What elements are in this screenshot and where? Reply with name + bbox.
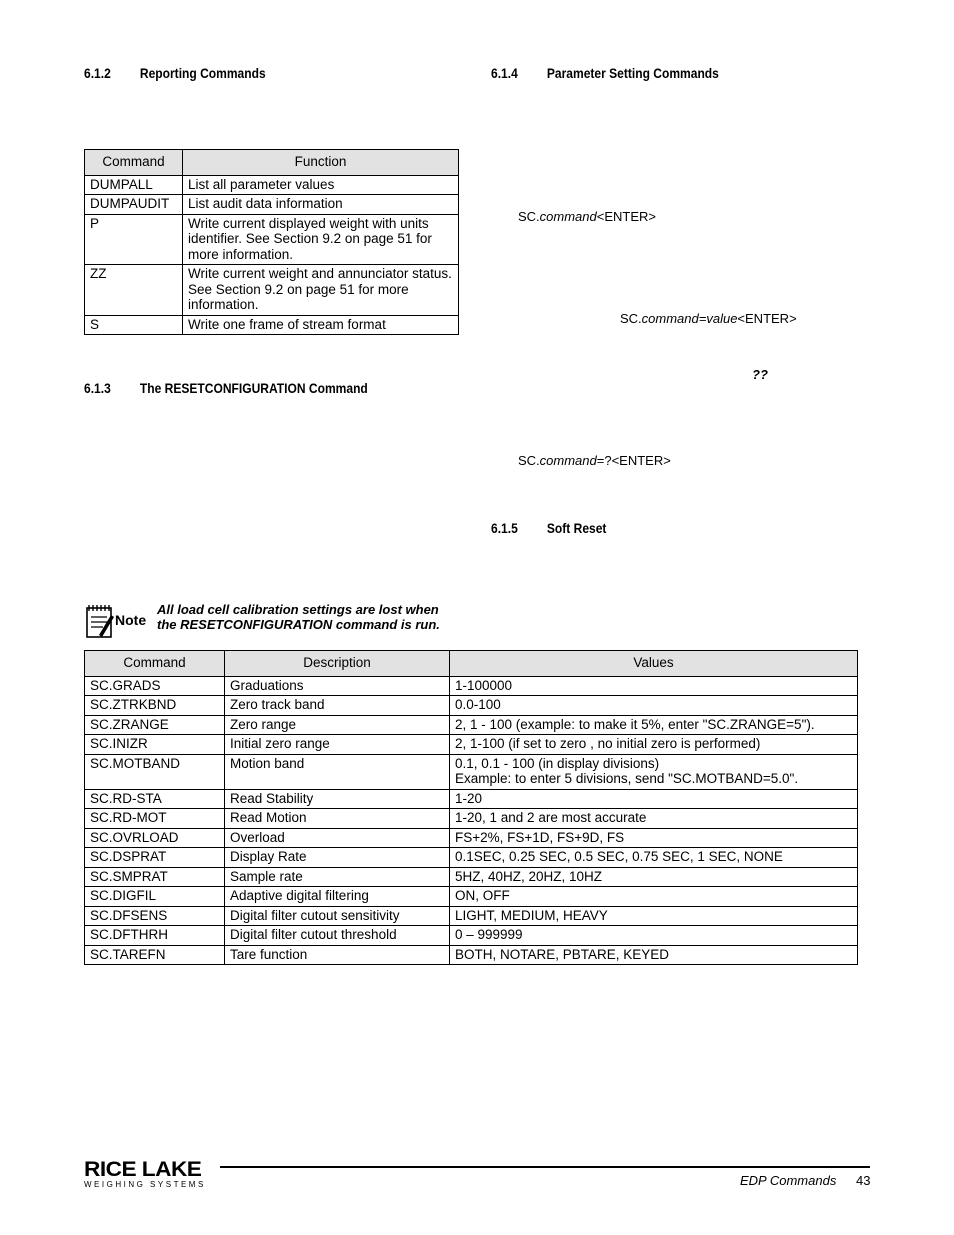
parameter-cell: SC.DIGFIL <box>85 887 225 907</box>
parameter-cell: SC.DSPRAT <box>85 848 225 868</box>
footer-section-title: EDP Commands <box>740 1173 837 1188</box>
parameter-cell: SC.ZRANGE <box>85 715 225 735</box>
table-row <box>85 848 858 868</box>
table-header-row <box>85 651 858 677</box>
table-row <box>85 175 459 195</box>
range-query-syntax: SC.command=?<ENTER> <box>518 453 671 468</box>
parameter-cell: Read Motion <box>225 809 450 829</box>
parameter-cell: SC.OVRLOAD <box>85 828 225 848</box>
parameter-cell: SC.GRADS <box>85 676 225 696</box>
parameter-cell: Motion band <box>225 754 450 789</box>
table-row <box>85 789 858 809</box>
reporting-commands-table <box>84 149 459 335</box>
reporting-header-cell: Function <box>183 150 459 176</box>
parameter-cell: 1-20, 1 and 2 are most accurate <box>450 809 858 829</box>
section-heading-6-1-4: 6.1.4 Parameter Setting Commands <box>491 65 719 81</box>
parameter-cell: SC.DFSENS <box>85 906 225 926</box>
parameter-cell: Read Stability <box>225 789 450 809</box>
parameter-cell: 2, 1-100 (if set to zero , no initial zero is performed) <box>450 735 858 755</box>
parameter-cell: 0.0-100 <box>450 696 858 716</box>
parameter-header-cell: Description <box>225 651 450 677</box>
table-row <box>85 715 858 735</box>
reporting-cell: List audit data information <box>183 195 459 215</box>
parameter-cell: Digital filter cutout threshold <box>225 926 450 946</box>
reporting-cell: P <box>85 214 183 265</box>
reporting-cell: Write current displayed weight with units identifier. See Section 9.2 on page 51 for more information. <box>183 214 459 265</box>
parameter-cell: 0 – 999999 <box>450 926 858 946</box>
table-row <box>85 754 858 789</box>
table-row <box>85 315 459 335</box>
parameter-cell: 1-100000 <box>450 676 858 696</box>
parameter-cell: Initial zero range <box>225 735 450 755</box>
note-callout <box>85 603 155 641</box>
parameter-cell: SC.DFTHRH <box>85 926 225 946</box>
parameter-cell: Digital filter cutout sensitivity <box>225 906 450 926</box>
parameter-cell: Zero range <box>225 715 450 735</box>
parameter-cell: 0.1, 0.1 - 100 (in display divisions) Example: to enter 5 divisions, send "SC.MOTBAND=5.0". <box>450 754 858 789</box>
table-row <box>85 926 858 946</box>
notepad-icon <box>85 603 115 639</box>
section-heading-6-1-3: 6.1.3 The RESETCONFIGURATION Command <box>84 380 368 396</box>
parameter-cell: Sample rate <box>225 867 450 887</box>
parameter-cell: BOTH, NOTARE, PBTARE, KEYED <box>450 945 858 965</box>
reporting-header-cell: Command <box>85 150 183 176</box>
reporting-cell: DUMPALL <box>85 175 183 195</box>
section-heading-6-1-5: 6.1.5 Soft Reset <box>491 520 607 536</box>
parameter-commands-table <box>84 650 858 965</box>
note-text: All load cell calibration settings are lost when the RESETCONFIGURATION command is run. <box>157 602 440 632</box>
parameter-cell: 0.1SEC, 0.25 SEC, 0.5 SEC, 0.75 SEC, 1 SEC, NONE <box>450 848 858 868</box>
table-row <box>85 906 858 926</box>
parameter-cell: LIGHT, MEDIUM, HEAVY <box>450 906 858 926</box>
parameter-cell: 1-20 <box>450 789 858 809</box>
reporting-cell: DUMPAUDIT <box>85 195 183 215</box>
table-row <box>85 195 459 215</box>
parameter-cell: SC.TAREFN <box>85 945 225 965</box>
parameter-cell: Zero track band <box>225 696 450 716</box>
parameter-cell: 5HZ, 40HZ, 20HZ, 10HZ <box>450 867 858 887</box>
parameter-cell: SC.MOTBAND <box>85 754 225 789</box>
query-command-syntax: SC.command<ENTER> <box>518 209 656 224</box>
reporting-cell: Write current weight and annunciator status. See Section 9.2 on page 51 for more information. <box>183 265 459 316</box>
parameter-cell: Adaptive digital filtering <box>225 887 450 907</box>
parameter-cell: SC.SMPRAT <box>85 867 225 887</box>
parameter-header-cell: Command <box>85 651 225 677</box>
footer-rule <box>220 1166 870 1168</box>
table-header-row <box>85 150 459 176</box>
table-row <box>85 887 858 907</box>
parameter-cell: Graduations <box>225 676 450 696</box>
parameter-cell: 2, 1 - 100 (example: to make it 5%, enter "SC.ZRANGE=5"). <box>450 715 858 735</box>
parameter-cell: ON, OFF <box>450 887 858 907</box>
parameter-cell: SC.ZTRKBND <box>85 696 225 716</box>
table-row <box>85 809 858 829</box>
table-row <box>85 828 858 848</box>
parameter-cell: Display Rate <box>225 848 450 868</box>
rice-lake-logo: RICE LAKE WEIGHING SYSTEMS <box>84 1158 206 1189</box>
table-row <box>85 867 858 887</box>
parameter-cell: SC.INIZR <box>85 735 225 755</box>
unknown-marker: ?? <box>752 367 768 382</box>
parameter-header-cell: Values <box>450 651 858 677</box>
reporting-cell: ZZ <box>85 265 183 316</box>
table-row <box>85 676 858 696</box>
parameter-cell: Overload <box>225 828 450 848</box>
parameter-cell: SC.RD-MOT <box>85 809 225 829</box>
reporting-cell: List all parameter values <box>183 175 459 195</box>
reporting-cell: S <box>85 315 183 335</box>
table-row <box>85 735 858 755</box>
table-row <box>85 265 459 316</box>
parameter-cell: SC.RD-STA <box>85 789 225 809</box>
table-row <box>85 945 858 965</box>
note-label: Note <box>115 612 147 628</box>
parameter-cell: Tare function <box>225 945 450 965</box>
table-row <box>85 214 459 265</box>
table-row <box>85 696 858 716</box>
reporting-cell: Write one frame of stream format <box>183 315 459 335</box>
parameter-cell: FS+2%, FS+1D, FS+9D, FS <box>450 828 858 848</box>
page-number: 43 <box>856 1173 871 1188</box>
set-command-syntax: SC.command=value<ENTER> <box>620 311 797 326</box>
section-heading-6-1-2: 6.1.2 Reporting Commands <box>84 65 266 81</box>
